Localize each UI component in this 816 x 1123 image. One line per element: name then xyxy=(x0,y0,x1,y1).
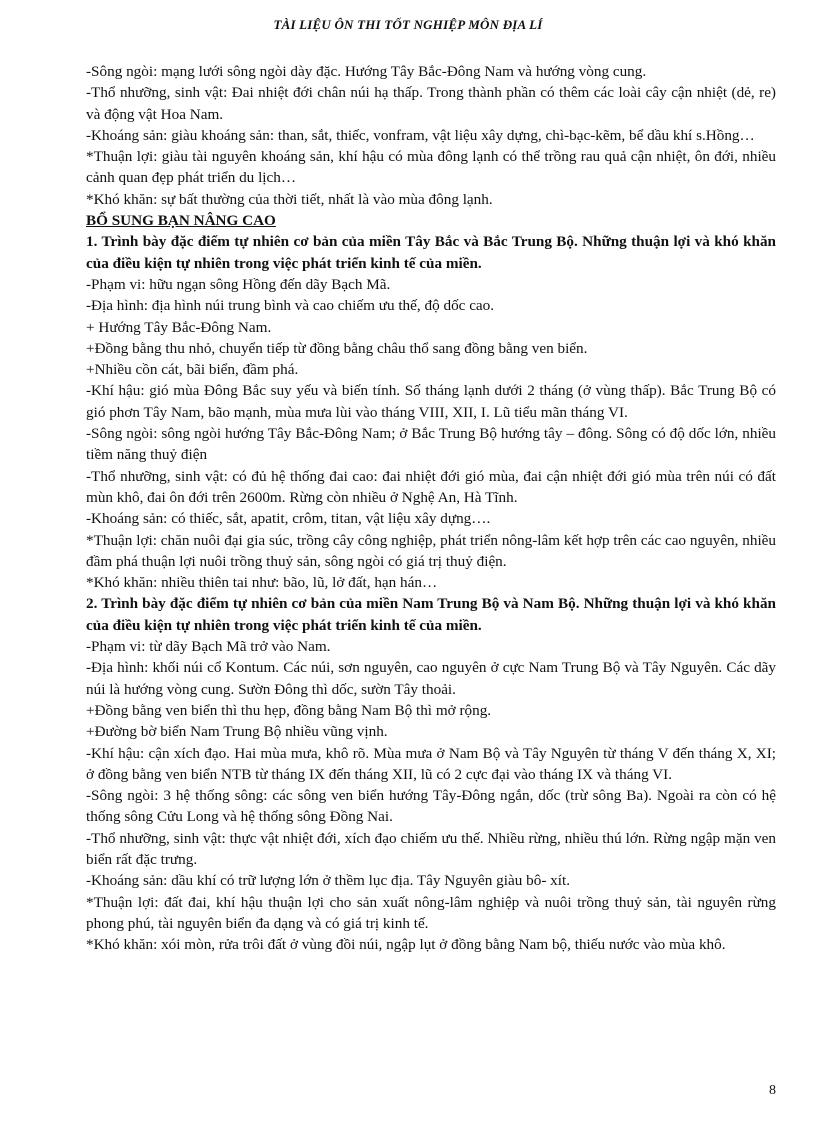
paragraph: +Nhiều cồn cát, bãi biển, đầm phá. xyxy=(86,361,299,379)
paragraph: *Khó khăn: xói mòn, rửa trôi đất ở vùng đồi núi, ngập lụt ở đồng bằng Nam bộ, thiếu nước vào mùa khô. xyxy=(86,936,726,954)
question-2-heading: 2. Trình bày đặc điểm tự nhiên cơ bản của miền Nam Trung Bộ và Nam Bộ. Những thuận lợi và khó khăn của điều kiện tự nhiên trong việc phát triển kinh tế của miền. xyxy=(86,595,776,634)
document-body xyxy=(86,61,776,955)
paragraph: -Sông ngòi: sông ngòi hướng Tây Bắc-Đông Nam; ở Bắc Trung Bộ hướng tây – đông. Sông có độ dốc lớn, nhiều tiềm năng thuỷ điện xyxy=(86,425,776,464)
section-title: BỔ SUNG BẠN NÂNG CAO xyxy=(86,212,276,230)
page-number: 8 xyxy=(769,1083,776,1098)
paragraph: *Thuận lợi: giàu tài nguyên khoáng sản, khí hậu có mùa đông lạnh có thể trồng rau quả cận nhiệt, ôn đới, nhiều cảnh quan đẹp phát triển du lịch… xyxy=(86,148,776,187)
paragraph: *Thuận lợi: đất đai, khí hậu thuận lợi cho sản xuất nông-lâm nghiệp và nuôi trồng thuỷ sản, tài nguyên rừng phong phú, tài nguyên biển đa dạng và có giá trị kinh tế. xyxy=(86,893,776,932)
paragraph: -Phạm vi: từ dãy Bạch Mã trở vào Nam. xyxy=(86,638,331,656)
paragraph: *Khó khăn: sự bất thường của thời tiết, nhất là vào mùa đông lạnh. xyxy=(86,190,493,208)
paragraph: +Đồng bằng ven biển thì thu hẹp, đồng bằng Nam Bộ thì mở rộng. xyxy=(86,701,492,719)
paragraph: -Địa hình: địa hình núi trung bình và cao chiếm ưu thế, độ dốc cao. xyxy=(86,297,495,315)
paragraph: + Hướng Tây Bắc-Đông Nam. xyxy=(86,318,272,336)
paragraph: -Địa hình: khối núi cổ Kontum. Các núi, sơn nguyên, cao nguyên ở cực Nam Trung Bộ và Tây Nguyên. Các dãy núi là hướng vòng cung. Sườn Đông thì dốc, sườn Tây thoải. xyxy=(86,659,776,698)
paragraph: -Sông ngòi: 3 hệ thống sông: các sông ven biển hướng Tây-Đông ngắn, dốc (trừ sông Ba). Ngoài ra còn có hệ thống sông Cửu Long và hệ thống sông Đồng Nai. xyxy=(86,787,776,826)
paragraph: -Khí hậu: gió mùa Đông Bắc suy yếu và biến tính. Số tháng lạnh dưới 2 tháng (ở vùng thấp). Bắc Trung Bộ có gió phơn Tây Nam, bão mạnh, mùa mưa lùi vào tháng VIII, XII, I. Lũ tiểu mãn tháng VI. xyxy=(86,382,776,421)
paragraph: -Khí hậu: cận xích đạo. Hai mùa mưa, khô rõ. Mùa mưa ở Nam Bộ và Tây Nguyên từ tháng V đến tháng X, XI; ở đồng bằng ven biển NTB từ tháng IX đến tháng XII, lũ có 2 cực đại vào tháng IX và tháng VI. xyxy=(86,744,776,783)
paragraph: -Thổ nhưỡng, sinh vật: Đai nhiệt đới chân núi hạ thấp. Trong thành phần có thêm các loài cây cận nhiệt (dẻ, re) và động vật Hoa Nam. xyxy=(86,84,776,123)
paragraph: -Phạm vi: hữu ngạn sông Hồng đến dãy Bạch Mã. xyxy=(86,275,391,293)
paragraph: +Đồng bằng thu nhỏ, chuyển tiếp từ đồng bằng châu thổ sang đồng bằng ven biển. xyxy=(86,339,588,357)
paragraph: -Khoáng sản: giàu khoáng sản: than, sắt, thiếc, vonfram, vật liệu xây dựng, chì-bạc-kẽm, bể dầu khí s.Hồng… xyxy=(86,126,755,144)
page-header: TÀI LIỆU ÔN THI TỐT NGHIỆP MÔN ĐỊA LÍ xyxy=(273,17,543,32)
paragraph: -Khoáng sản: có thiếc, sắt, apatit, crôm, titan, vật liệu xây dựng…. xyxy=(86,510,491,528)
paragraph: +Đường bờ biển Nam Trung Bộ nhiều vũng vịnh. xyxy=(86,723,388,741)
paragraph: *Khó khăn: nhiều thiên tai như: bão, lũ, lở đất, hạn hán… xyxy=(86,574,438,592)
question-1-heading: 1. Trình bày đặc điểm tự nhiên cơ bản của miền Tây Bắc và Bắc Trung Bộ. Những thuận lợi và khó khăn của điều kiện tự nhiên trong việc phát triển kinh tế của miền. xyxy=(86,233,776,272)
paragraph: -Thổ nhưỡng, sinh vật: thực vật nhiệt đới, xích đạo chiếm ưu thế. Nhiều rừng, nhiều thú lớn. Rừng ngập mặn ven biển rất đặc trưng. xyxy=(86,829,776,868)
paragraph: *Thuận lợi: chăn nuôi đại gia súc, trồng cây công nghiệp, phát triển nông-lâm kết hợp trên các cao nguyên, nhiều đầm phá thuận lợi nuôi trồng thuỷ sản, sông ngòi có giá trị thuỷ điện. xyxy=(86,531,776,570)
paragraph: -Khoáng sản: dầu khí có trữ lượng lớn ở thềm lục địa. Tây Nguyên giàu bô- xít. xyxy=(86,872,570,890)
paragraph: -Thổ nhưỡng, sinh vật: có đủ hệ thống đai cao: đai nhiệt đới gió mùa, đai cận nhiệt đới gió mùa trên núi có đất mùn khô, đai ôn đới trên 2600m. Rừng còn nhiều ở Nghệ An, Hà Tĩnh. xyxy=(86,467,776,506)
paragraph: -Sông ngòi: mạng lưới sông ngòi dày đặc. Hướng Tây Bắc-Đông Nam và hướng vòng cung. xyxy=(86,63,647,80)
